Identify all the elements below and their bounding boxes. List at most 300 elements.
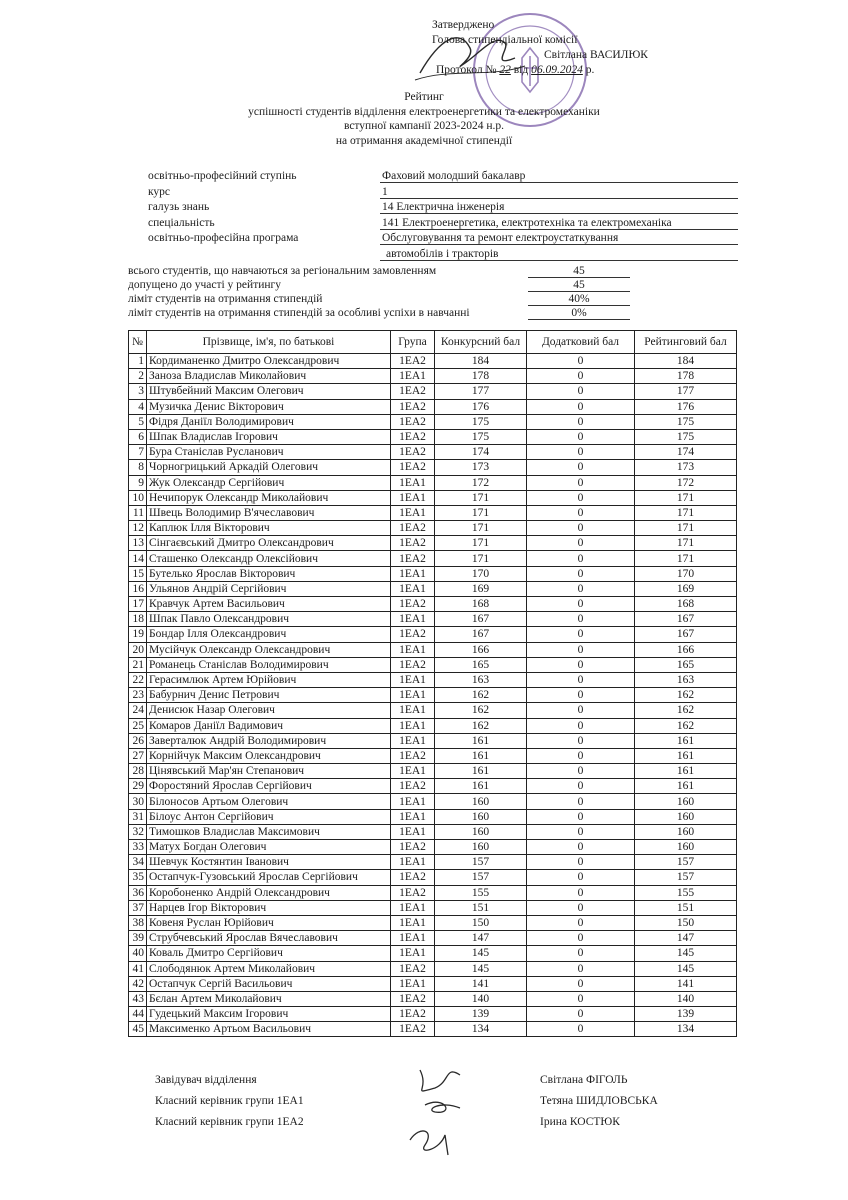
- group: 1ЕА1: [391, 824, 435, 839]
- competitive-score: 147: [435, 931, 527, 946]
- admitted-value: 45: [528, 279, 630, 292]
- additional-score: 0: [527, 536, 635, 551]
- limit-label: ліміт студентів на отримання стипендій: [128, 293, 323, 305]
- rating-score: 134: [635, 1022, 737, 1037]
- approval-line3: Світлана ВАСИЛЮК: [544, 49, 648, 61]
- table-row: [129, 764, 737, 779]
- group: 1ЕА2: [391, 521, 435, 536]
- student-name: Остапчук-Гузовський Ярослав Сергійович: [147, 870, 391, 885]
- competitive-score: 171: [435, 536, 527, 551]
- rating-score: 140: [635, 991, 737, 1006]
- row-number: 16: [129, 581, 147, 596]
- student-name: Матух Богдан Олегович: [147, 840, 391, 855]
- additional-score: 0: [527, 505, 635, 520]
- additional-score: 0: [527, 991, 635, 1006]
- admitted-label: допущено до участі у рейтингу: [128, 279, 281, 291]
- competitive-score: 184: [435, 354, 527, 369]
- limit-value: 40%: [528, 293, 630, 306]
- row-number: 34: [129, 855, 147, 870]
- student-name: Ковеня Руслан Юрійович: [147, 915, 391, 930]
- total-students-value: 45: [528, 265, 630, 278]
- group: 1ЕА2: [391, 627, 435, 642]
- additional-score: 0: [527, 855, 635, 870]
- row-number: 43: [129, 991, 147, 1006]
- competitive-score: 161: [435, 748, 527, 763]
- student-name: Нечипорук Олександр Миколайович: [147, 490, 391, 505]
- competitive-score: 171: [435, 521, 527, 536]
- table-row: [129, 536, 737, 551]
- tutor2-label: Класний керівник групи 1ЕА2: [155, 1116, 304, 1128]
- competitive-score: 175: [435, 414, 527, 429]
- table-row: [129, 703, 737, 718]
- student-name: Романець Станіслав Володимирович: [147, 657, 391, 672]
- competitive-score: 170: [435, 566, 527, 581]
- rating-score: 160: [635, 794, 737, 809]
- student-name: Остапчук Сергій Васильович: [147, 976, 391, 991]
- student-name: Шпак Владислав Ігорович: [147, 429, 391, 444]
- header-rating-score: Рейтинговий бал: [635, 331, 737, 354]
- competitive-score: 140: [435, 991, 527, 1006]
- group: 1ЕА2: [391, 354, 435, 369]
- competitive-score: 145: [435, 961, 527, 976]
- group: 1ЕА1: [391, 900, 435, 915]
- rating-score: 173: [635, 460, 737, 475]
- table-row: [129, 627, 737, 642]
- row-number: 31: [129, 809, 147, 824]
- row-number: 15: [129, 566, 147, 581]
- group: 1ЕА2: [391, 597, 435, 612]
- document-title: [0, 90, 848, 148]
- competitive-score: 169: [435, 581, 527, 596]
- row-number: 18: [129, 612, 147, 627]
- group: 1ЕА1: [391, 688, 435, 703]
- row-number: 37: [129, 900, 147, 915]
- degree-value: Фаховий молодший бакалавр: [380, 170, 738, 183]
- rating-score: 177: [635, 384, 737, 399]
- protocol-year-suffix: р.: [585, 64, 595, 76]
- header-name: Прізвище, ім'я, по батькові: [147, 331, 391, 354]
- table-row: [129, 551, 737, 566]
- group: 1ЕА1: [391, 809, 435, 824]
- group: 1ЕА1: [391, 369, 435, 384]
- competitive-score: 168: [435, 597, 527, 612]
- total-students-label: всього студентів, що навчаються за регіональним замовленням: [128, 265, 437, 277]
- rating-score: 157: [635, 855, 737, 870]
- degree-label: освітньо-професійний ступінь: [148, 170, 297, 182]
- group: 1ЕА1: [391, 931, 435, 946]
- table-row: [129, 445, 737, 460]
- row-number: 10: [129, 490, 147, 505]
- rating-score: 171: [635, 505, 737, 520]
- row-number: 14: [129, 551, 147, 566]
- rating-score: 157: [635, 870, 737, 885]
- table-row: [129, 824, 737, 839]
- rating-score: 155: [635, 885, 737, 900]
- approval-block: [432, 18, 648, 78]
- competitive-score: 175: [435, 429, 527, 444]
- additional-score: 0: [527, 915, 635, 930]
- table-row: [129, 991, 737, 1006]
- additional-score: 0: [527, 384, 635, 399]
- approval-line2: Голова стипендіальної комісії: [432, 34, 578, 46]
- additional-score: 0: [527, 369, 635, 384]
- student-name: Денисюк Назар Олегович: [147, 703, 391, 718]
- table-row: [129, 718, 737, 733]
- header-number: №: [129, 331, 147, 354]
- row-number: 1: [129, 354, 147, 369]
- competitive-score: 160: [435, 824, 527, 839]
- student-name: Комаров Даніїл Вадимович: [147, 718, 391, 733]
- row-number: 44: [129, 1007, 147, 1022]
- additional-score: 0: [527, 566, 635, 581]
- group: 1ЕА1: [391, 946, 435, 961]
- row-number: 30: [129, 794, 147, 809]
- table-row: [129, 581, 737, 596]
- additional-score: 0: [527, 870, 635, 885]
- table-row: [129, 840, 737, 855]
- student-name: Бабурнич Денис Петрович: [147, 688, 391, 703]
- row-number: 17: [129, 597, 147, 612]
- table-row: [129, 688, 737, 703]
- additional-score: 0: [527, 794, 635, 809]
- competitive-score: 171: [435, 505, 527, 520]
- additional-score: 0: [527, 840, 635, 855]
- group: 1ЕА1: [391, 915, 435, 930]
- row-number: 21: [129, 657, 147, 672]
- additional-score: 0: [527, 688, 635, 703]
- table-row: [129, 748, 737, 763]
- additional-score: 0: [527, 627, 635, 642]
- row-number: 33: [129, 840, 147, 855]
- group: 1ЕА1: [391, 855, 435, 870]
- student-name: Заверталюк Андрій Володимирович: [147, 733, 391, 748]
- competitive-score: 161: [435, 733, 527, 748]
- group: 1ЕА2: [391, 429, 435, 444]
- student-name: Бутелько Ярослав Вікторович: [147, 566, 391, 581]
- additional-score: 0: [527, 733, 635, 748]
- additional-score: 0: [527, 399, 635, 414]
- competitive-score: 165: [435, 657, 527, 672]
- table-header-row: [129, 331, 737, 354]
- student-name: Чорногрицький Аркадій Олегович: [147, 460, 391, 475]
- competitive-score: 171: [435, 551, 527, 566]
- group: 1ЕА2: [391, 885, 435, 900]
- row-number: 4: [129, 399, 147, 414]
- table-row: [129, 1022, 737, 1037]
- field-label: галузь знань: [148, 201, 210, 213]
- row-number: 13: [129, 536, 147, 551]
- competitive-score: 157: [435, 855, 527, 870]
- student-name: Фідря Даніїл Володимирович: [147, 414, 391, 429]
- table-row: [129, 369, 737, 384]
- student-name: Шпак Павло Олександрович: [147, 612, 391, 627]
- student-name: Коробоненко Андрій Олександрович: [147, 885, 391, 900]
- competitive-score: 178: [435, 369, 527, 384]
- table-row: [129, 915, 737, 930]
- competitive-score: 172: [435, 475, 527, 490]
- protocol-date-label: від: [513, 64, 529, 76]
- row-number: 6: [129, 429, 147, 444]
- competitive-score: 162: [435, 718, 527, 733]
- row-number: 39: [129, 931, 147, 946]
- group: 1ЕА2: [391, 961, 435, 976]
- protocol-label: Протокол №: [436, 64, 497, 76]
- rating-score: 160: [635, 809, 737, 824]
- table-row: [129, 566, 737, 581]
- additional-score: 0: [527, 429, 635, 444]
- table-row: [129, 931, 737, 946]
- rating-score: 141: [635, 976, 737, 991]
- row-number: 25: [129, 718, 147, 733]
- competitive-score: 174: [435, 445, 527, 460]
- row-number: 19: [129, 627, 147, 642]
- competitive-score: 173: [435, 460, 527, 475]
- rating-score: 167: [635, 627, 737, 642]
- group: 1ЕА2: [391, 460, 435, 475]
- table-row: [129, 521, 737, 536]
- competitive-score: 167: [435, 627, 527, 642]
- additional-score: 0: [527, 748, 635, 763]
- competitive-score: 160: [435, 840, 527, 855]
- title-line2: успішності студентів відділення електроенергетики та електромеханіки: [248, 105, 600, 118]
- title-line4: на отримання академічної стипендії: [335, 134, 513, 147]
- additional-score: 0: [527, 354, 635, 369]
- competitive-score: 163: [435, 672, 527, 687]
- group: 1ЕА2: [391, 399, 435, 414]
- student-name: Слободянюк Артем Миколайович: [147, 961, 391, 976]
- competitive-score: 145: [435, 946, 527, 961]
- group: 1ЕА2: [391, 414, 435, 429]
- rating-score: 175: [635, 429, 737, 444]
- rating-score: 174: [635, 445, 737, 460]
- row-number: 29: [129, 779, 147, 794]
- student-name: Бондар Ілля Олександрович: [147, 627, 391, 642]
- rating-score: 168: [635, 597, 737, 612]
- student-name: Герасимлюк Артем Юрійович: [147, 672, 391, 687]
- additional-score: 0: [527, 414, 635, 429]
- student-name: Сінгаєвський Дмитро Олександрович: [147, 536, 391, 551]
- competitive-score: 166: [435, 642, 527, 657]
- competitive-score: 177: [435, 384, 527, 399]
- group: 1ЕА2: [391, 779, 435, 794]
- group: 1ЕА2: [391, 657, 435, 672]
- rating-score: 166: [635, 642, 737, 657]
- group: 1ЕА1: [391, 490, 435, 505]
- protocol-date: 06.09.2024: [531, 64, 583, 76]
- rating-score: 178: [635, 369, 737, 384]
- competitive-score: 161: [435, 779, 527, 794]
- rating-score: 171: [635, 551, 737, 566]
- competitive-score: 176: [435, 399, 527, 414]
- row-number: 2: [129, 369, 147, 384]
- tutor1-label: Класний керівник групи 1ЕА1: [155, 1095, 304, 1107]
- additional-score: 0: [527, 581, 635, 596]
- additional-score: 0: [527, 718, 635, 733]
- group: 1ЕА2: [391, 1022, 435, 1037]
- group: 1ЕА1: [391, 703, 435, 718]
- table-row: [129, 672, 737, 687]
- table-row: [129, 505, 737, 520]
- course-value: 1: [380, 186, 738, 199]
- student-name: Швець Володимир В'ячеславович: [147, 505, 391, 520]
- table-row: [129, 961, 737, 976]
- group: 1ЕА2: [391, 1007, 435, 1022]
- student-name: Нарцев Ігор Вікторович: [147, 900, 391, 915]
- rating-score: 162: [635, 688, 737, 703]
- student-name: Штувбейний Максим Олегович: [147, 384, 391, 399]
- group: 1ЕА2: [391, 991, 435, 1006]
- student-name: Ульянов Андрій Сергійович: [147, 581, 391, 596]
- student-name: Сташенко Олександр Олексійович: [147, 551, 391, 566]
- student-name: Жук Олександр Сергійович: [147, 475, 391, 490]
- student-name: Кордиманенко Дмитро Олександрович: [147, 354, 391, 369]
- competitive-score: 157: [435, 870, 527, 885]
- tutor2-name: Ірина КОСТЮК: [540, 1116, 620, 1128]
- additional-score: 0: [527, 475, 635, 490]
- table-row: [129, 779, 737, 794]
- group: 1ЕА1: [391, 505, 435, 520]
- row-number: 8: [129, 460, 147, 475]
- rating-score: 161: [635, 779, 737, 794]
- student-name: Білоносов Артьом Олегович: [147, 794, 391, 809]
- table-row: [129, 809, 737, 824]
- row-number: 7: [129, 445, 147, 460]
- row-number: 38: [129, 915, 147, 930]
- table-row: [129, 475, 737, 490]
- table-row: [129, 429, 737, 444]
- student-name: Кравчук Артем Васильович: [147, 597, 391, 612]
- rating-score: 162: [635, 703, 737, 718]
- rating-score: 162: [635, 718, 737, 733]
- program-value-1: Обслуговування та ремонт електроустаткування: [380, 232, 738, 245]
- rating-score: 170: [635, 566, 737, 581]
- table-row: [129, 597, 737, 612]
- additional-score: 0: [527, 764, 635, 779]
- table-row: [129, 855, 737, 870]
- special-limit-value: 0%: [528, 307, 630, 320]
- student-name: Білоус Антон Сергійович: [147, 809, 391, 824]
- group: 1ЕА1: [391, 764, 435, 779]
- row-number: 3: [129, 384, 147, 399]
- rating-score: 165: [635, 657, 737, 672]
- row-number: 40: [129, 946, 147, 961]
- competitive-score: 150: [435, 915, 527, 930]
- additional-score: 0: [527, 900, 635, 915]
- competitive-score: 162: [435, 703, 527, 718]
- group: 1ЕА1: [391, 733, 435, 748]
- rating-score: 160: [635, 840, 737, 855]
- rating-score: 139: [635, 1007, 737, 1022]
- program-info: [148, 170, 738, 263]
- group: 1ЕА2: [391, 840, 435, 855]
- rating-score: 175: [635, 414, 737, 429]
- course-label: курс: [148, 185, 171, 198]
- table-row: [129, 870, 737, 885]
- student-name: Мусійчук Олександр Олександрович: [147, 642, 391, 657]
- student-name: Максименко Артьом Васильович: [147, 1022, 391, 1037]
- row-number: 41: [129, 961, 147, 976]
- additional-score: 0: [527, 931, 635, 946]
- rating-score: 151: [635, 900, 737, 915]
- program-label: освітньо-професійна програма: [148, 232, 299, 244]
- rating-score: 171: [635, 521, 737, 536]
- table-row: [129, 1007, 737, 1022]
- additional-score: 0: [527, 976, 635, 991]
- competitive-score: 162: [435, 688, 527, 703]
- table-row: [129, 399, 737, 414]
- additional-score: 0: [527, 490, 635, 505]
- table-row: [129, 414, 737, 429]
- rating-score: 147: [635, 931, 737, 946]
- table-row: [129, 885, 737, 900]
- student-name: Гудецький Максим Ігорович: [147, 1007, 391, 1022]
- competitive-score: 139: [435, 1007, 527, 1022]
- additional-score: 0: [527, 779, 635, 794]
- additional-score: 0: [527, 597, 635, 612]
- row-number: 36: [129, 885, 147, 900]
- additional-score: 0: [527, 551, 635, 566]
- table-row: [129, 460, 737, 475]
- rating-score: 171: [635, 536, 737, 551]
- statistics-block: [128, 265, 648, 321]
- student-name: Форостяний Ярослав Сергійович: [147, 779, 391, 794]
- student-name: Шевчук Костянтин Іванович: [147, 855, 391, 870]
- student-name: Цінявський Мар'ян Степанович: [147, 764, 391, 779]
- student-name: Каплюк Ілля Вікторович: [147, 521, 391, 536]
- row-number: 42: [129, 976, 147, 991]
- approval-protocol: [432, 63, 648, 78]
- head-label: Завідувач відділення: [155, 1074, 257, 1086]
- row-number: 45: [129, 1022, 147, 1037]
- rating-score: 184: [635, 354, 737, 369]
- group: 1ЕА1: [391, 672, 435, 687]
- additional-score: 0: [527, 961, 635, 976]
- additional-score: 0: [527, 703, 635, 718]
- row-number: 28: [129, 764, 147, 779]
- group: 1ЕА2: [391, 384, 435, 399]
- table-row: [129, 794, 737, 809]
- group: 1ЕА1: [391, 976, 435, 991]
- rating-score: 161: [635, 733, 737, 748]
- rating-score: 145: [635, 946, 737, 961]
- competitive-score: 151: [435, 900, 527, 915]
- row-number: 35: [129, 870, 147, 885]
- group: 1ЕА2: [391, 551, 435, 566]
- additional-score: 0: [527, 824, 635, 839]
- group: 1ЕА2: [391, 748, 435, 763]
- additional-score: 0: [527, 642, 635, 657]
- table-row: [129, 612, 737, 627]
- specialty-value: 141 Електроенергетика, електротехніка та електромеханіка: [380, 217, 738, 230]
- rating-score: 145: [635, 961, 737, 976]
- row-number: 20: [129, 642, 147, 657]
- group: 1ЕА1: [391, 475, 435, 490]
- specialty-label: спеціальність: [148, 216, 215, 229]
- additional-score: 0: [527, 1007, 635, 1022]
- group: 1ЕА2: [391, 870, 435, 885]
- rating-score: 163: [635, 672, 737, 687]
- competitive-score: 134: [435, 1022, 527, 1037]
- student-name: Заноза Владислав Миколайович: [147, 369, 391, 384]
- rating-score: 169: [635, 581, 737, 596]
- rating-score: 167: [635, 612, 737, 627]
- additional-score: 0: [527, 445, 635, 460]
- competitive-score: 161: [435, 764, 527, 779]
- row-number: 9: [129, 475, 147, 490]
- additional-score: 0: [527, 809, 635, 824]
- competitive-score: 160: [435, 809, 527, 824]
- row-number: 24: [129, 703, 147, 718]
